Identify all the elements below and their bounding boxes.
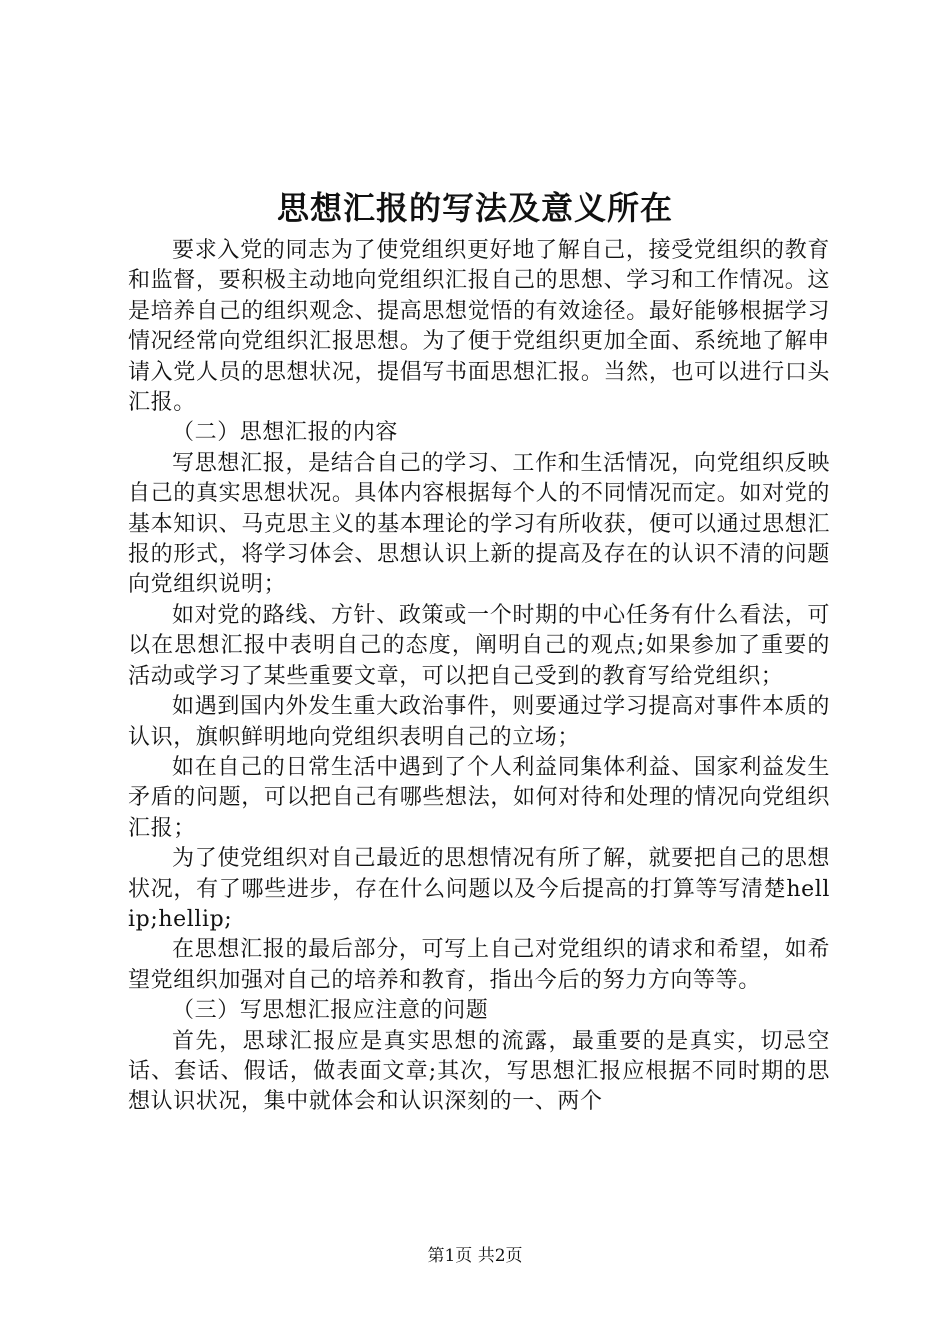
- document-body: [128, 236, 830, 1118]
- paragraph-recent-thoughts: 为了使党组织对自己最近的思想情况有所了解，就要把自己的思想状况，有了哪些进步，存在什么问题以及今后提高的打算等写清楚hellip;hellip;: [128, 846, 830, 932]
- paragraph-intro: 要求入党的同志为了使党组织更好地了解自己，接受党组织的教育和监督，要积极主动地向党组织汇报自己的思想、学习和工作情况。这是培养自己的组织观念、提高思想觉悟的有效途径。最好能够根据学习情况经常向党组织汇报思想。为了便于党组织更加全面、系统地了解申请入党人员的思想状况，提倡写书面思想汇报。当然，也可以进行口头汇报。: [128, 238, 830, 416]
- paragraph-political-events: 如遇到国内外发生重大政治事件，则要通过学习提高对事件本质的认识，旗帜鲜明地向党组织表明自己的立场；: [128, 694, 830, 750]
- section-heading-content: （二）思想汇报的内容: [172, 420, 399, 446]
- document-title: 思想汇报的写法及意义所在: [276, 189, 673, 227]
- paragraph-final-part: 在思想汇报的最后部分，可写上自己对党组织的请求和希望，如希望党组织加强对自己的培养和教育，指出今后的努力方向等等。: [128, 937, 830, 993]
- paragraph-notes-first: 首先，思球汇报应是真实思想的流露，最重要的是真实，切忌空话、套话、假话，做表面文章;其次，写思想汇报应根据不同时期的思想认识状况，集中就体会和认识深刻的一、两个: [128, 1028, 830, 1115]
- paragraph-party-line: 如对党的路线、方针、政策或一个时期的中心任务有什么看法，可以在思想汇报中表明自己的态度，阐明自己的观点;如果参加了重要的活动或学习了某些重要文章，可以把自己受到的教育写给党组织；: [128, 602, 830, 689]
- paragraph-interest-conflict: 如在自己的日常生活中遇到了个人利益同集体利益、国家利益发生矛盾的问题，可以把自己有哪些想法，如何对待和处理的情况向党组织汇报；: [128, 754, 830, 841]
- section-heading-notes: （三）写思想汇报应注意的问题: [172, 998, 489, 1024]
- paragraph-content-overview: 写思想汇报，是结合自己的学习、工作和生活情况，向党组织反映自己的真实思想状况。具体内容根据每个人的不同情况而定。如对党的基本知识、马克思主义的基本理论的学习有所收获，便可以通过思想汇报的形式，将学习体会、思想认识上新的提高及存在的认识不清的问题向党组织说明；: [128, 450, 830, 598]
- page-number-footer: 第1页 共2页: [427, 1246, 523, 1266]
